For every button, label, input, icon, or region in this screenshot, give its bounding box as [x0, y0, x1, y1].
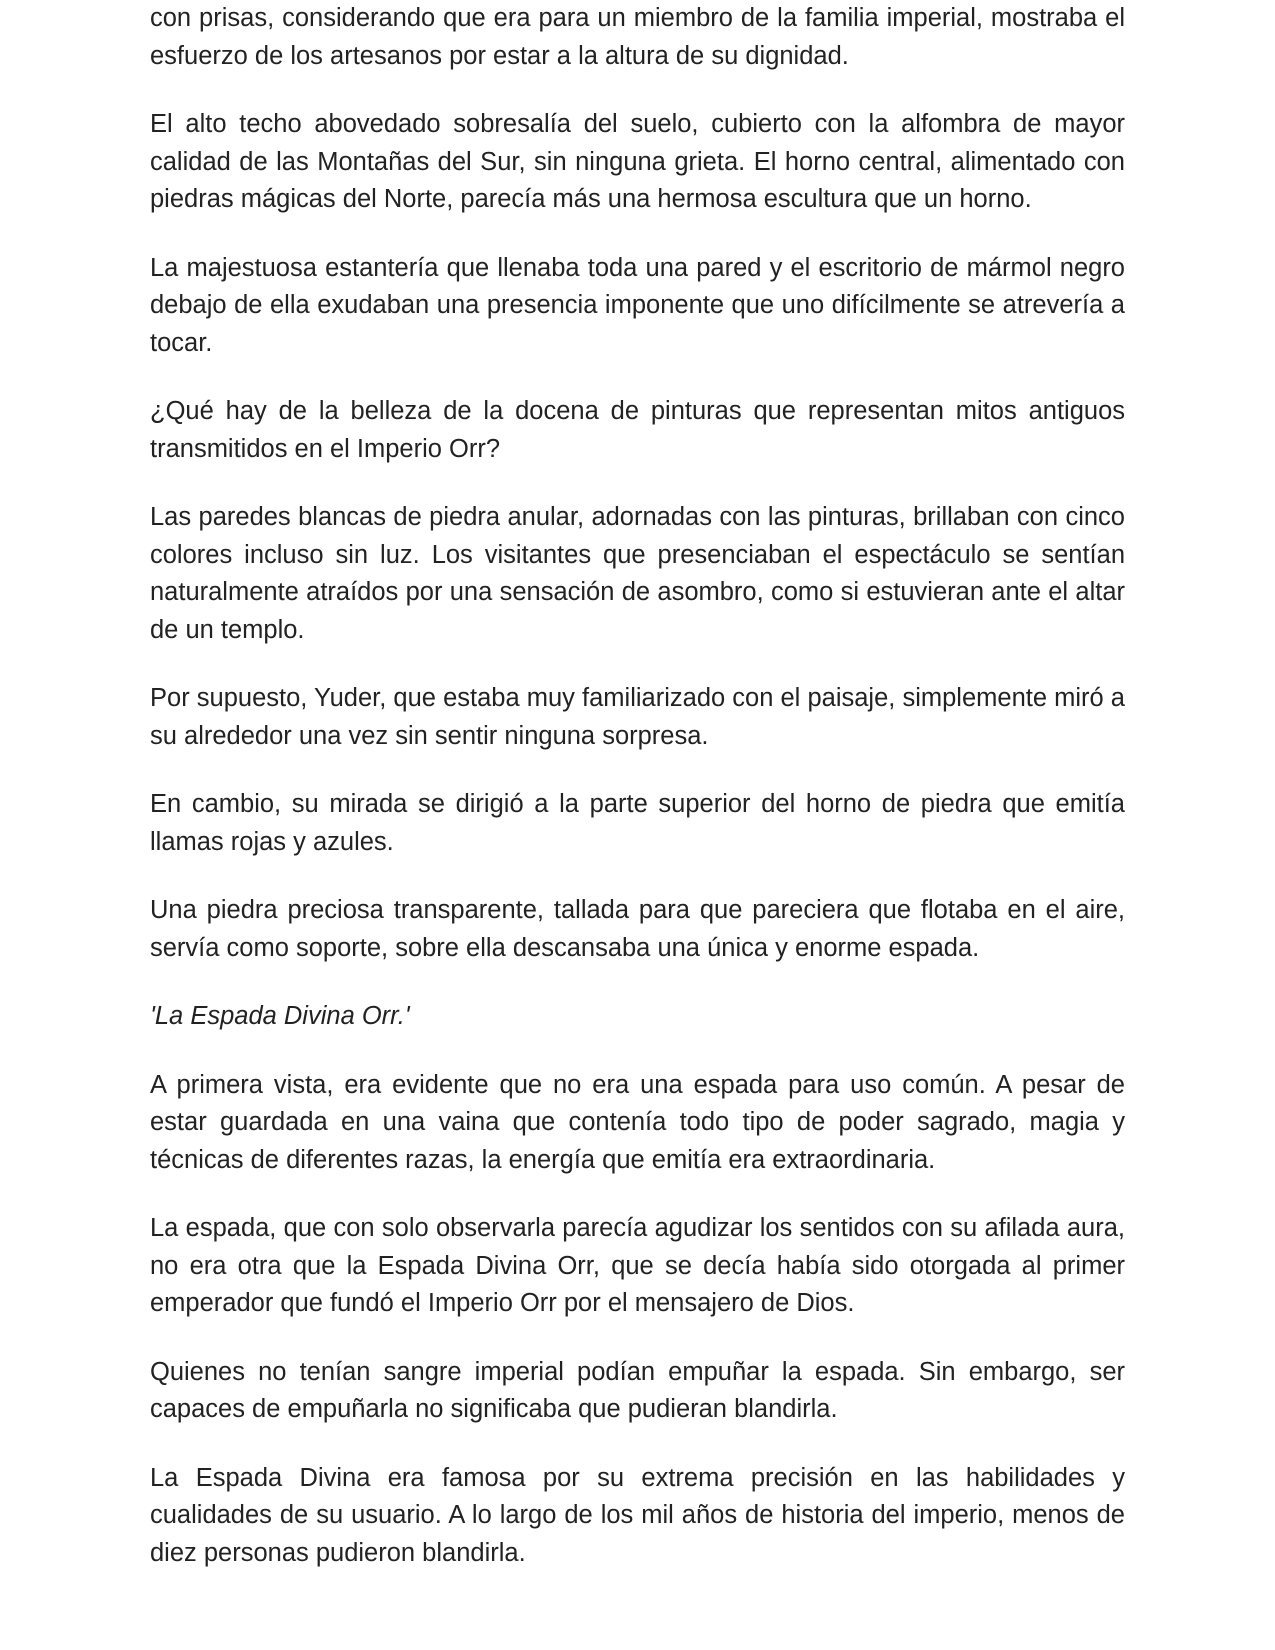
paragraph: El alto techo abovedado sobresalía del suelo, cubierto con la alfombra de mayor calidad de las Montañas del Sur, sin ninguna grieta. El horno central, alimentado con piedras mágicas del Norte, parecía más una hermosa escultura que un horno. — [150, 110, 1125, 213]
paragraph: Por supuesto, Yuder, que estaba muy familiarizado con el paisaje, simplemente miró a su alrededor una vez sin sentir ninguna sorpresa. — [150, 684, 1125, 750]
paragraph: Las paredes blancas de piedra anular, adornadas con las pinturas, brillaban con cinco colores incluso sin luz. Los visitantes que presenciaban el espectáculo se sentían naturalmente atraídos por una sensación de asombro, como si estuvieran ante el altar de un templo. — [150, 503, 1125, 644]
italic-quote: 'La Espada Divina Orr.' — [150, 1002, 410, 1030]
paragraph: Una piedra preciosa transparente, tallada para que pareciera que flotaba en el aire, servía como soporte, sobre ella descansaba una única y enorme espada. — [150, 896, 1125, 962]
paragraph: A primera vista, era evidente que no era una espada para uso común. A pesar de estar guardada en una vaina que contenía todo tipo de poder sagrado, magia y técnicas de diferentes razas, la energía que emitía era extraordinaria. — [150, 1070, 1125, 1174]
paragraph: La majestuosa estantería que llenaba toda una pared y el escritorio de mármol negro debajo de ella exudaban una presencia imponente que uno difícilmente se atrevería a tocar. — [150, 253, 1125, 357]
paragraph: La espada, que con solo observarla parecía agudizar los sentidos con su afilada aura, no era otra que la Espada Divina Orr, que se decía había sido otorgada al primer emperador que fundó el Imperio Orr por el mensajero de Dios. — [150, 1214, 1125, 1317]
paragraph: Quienes no tenían sangre imperial podían empuñar la espada. Sin embargo, ser capaces de empuñarla no significaba que pudieran blandirla. — [150, 1357, 1125, 1423]
paragraph: con prisas, considerando que era para un miembro de la familia imperial, mostraba el esfuerzo de los artesanos por estar a la altura de su dignidad. — [150, 4, 1125, 70]
document-page — [150, 0, 1125, 1603]
paragraph: En cambio, su mirada se dirigió a la parte superior del horno de piedra que emitía llamas rojas y azules. — [150, 790, 1125, 856]
paragraph: ¿Qué hay de la belleza de la docena de pinturas que representan mitos antiguos transmitidos en el Imperio Orr? — [150, 397, 1125, 463]
paragraph: La Espada Divina era famosa por su extrema precisión en las habilidades y cualidades de su usuario. A lo largo de los mil años de historia del imperio, menos de diez personas pudieron blandirla. — [150, 1463, 1125, 1567]
